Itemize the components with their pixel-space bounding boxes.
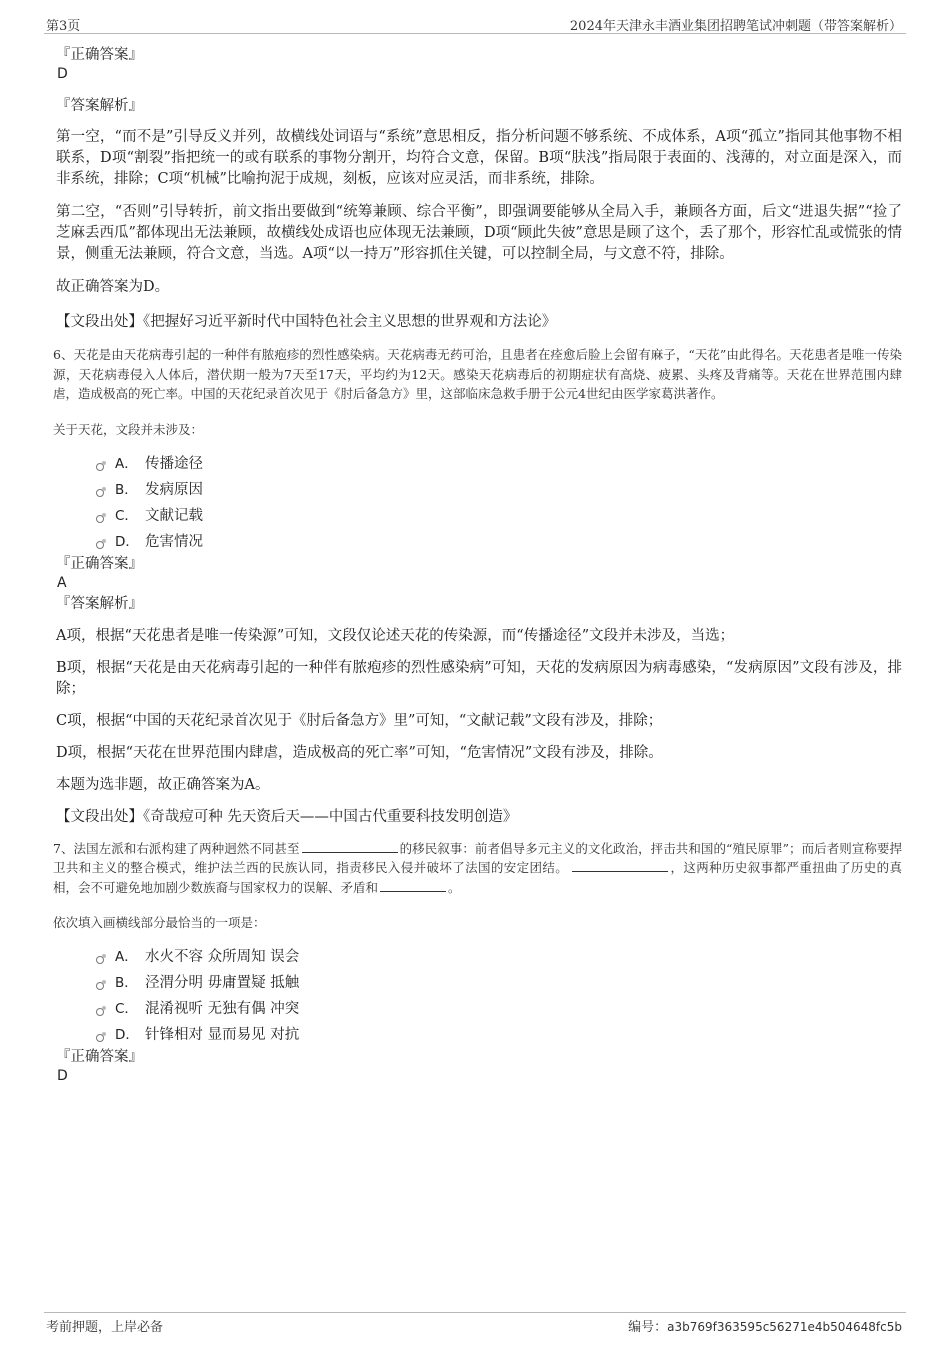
radio-icon[interactable] <box>96 956 104 964</box>
option-c[interactable]: C． 文献记载 <box>96 503 902 529</box>
answer-label: 『正确答案』 <box>56 47 143 63</box>
radio-icon[interactable] <box>96 1008 104 1016</box>
option-b[interactable]: B． 发病原因 <box>96 477 902 503</box>
blank-line <box>302 839 398 853</box>
blank-line <box>380 878 446 892</box>
footer-slogan: 考前押题，上岸必备 <box>46 1320 164 1335</box>
answer-value: A <box>57 574 67 591</box>
document-code: 编号：a3b769f363595c56271e4b504648fc5b <box>628 1320 902 1335</box>
analysis-conclusion: 本题为选非题，故正确答案为A。 <box>56 776 270 793</box>
radio-icon[interactable] <box>96 489 104 497</box>
page-header <box>44 15 906 34</box>
option-list <box>56 944 902 1048</box>
radio-icon[interactable] <box>96 515 104 523</box>
analysis-paragraph: A项，根据“天花患者是唯一传染源”可知，文段仅论述天花的传染源，而“传播途径”文段并未涉及，当选； <box>56 627 735 644</box>
answer-value: D <box>57 66 68 82</box>
analysis-label: 『答案解析』 <box>56 595 143 612</box>
option-d[interactable]: D． 危害情况 <box>96 529 902 555</box>
page-content <box>53 46 902 1085</box>
answer-label: 『正确答案』 <box>56 555 143 572</box>
analysis-conclusion: 故正确答案为D。 <box>56 279 170 295</box>
option-a[interactable]: A． 水火不容 众所周知 误会 <box>96 944 902 970</box>
source-citation: 【文段出处】《奇哉痘可种 先天资后天——中国古代重要科技发明创造》 <box>56 808 518 825</box>
analysis-paragraph: 第一空，“而不是”引导反义并列，故横线处词语与“系统”意思相反，指分析问题不够系统、不成体系，A项“孤立”指同其他事物不相联系，D项“割裂”指把统一的或有联系的事物分割开，均符合文意，保留。B项“肤浅”指局限于表面的、浅薄的，对立面是深入，而非系统，排除；C项“机械”比喻拘泥于成规，刻板，应该对应灵活，而非系统，排除。 <box>56 129 902 187</box>
question-stem: 7、法国左派和右派构建了两种迥然不同甚至 的移民叙事：前者倡导多元主义的文化政治，抨击共和国的“殖民原罪”；而后者则宣称要捍卫共和主义的整合模式，维护法兰西的民族认同，指责移民入侵并破坏了法国的安定团结。 ，这两种历史叙事都严重扭曲了历史的真相，会不可避免地加剧少数族裔与国家权力的误解、矛盾和 。 <box>53 840 902 895</box>
option-b[interactable]: B． 泾渭分明 毋庸置疑 抵触 <box>96 970 902 996</box>
source-citation: 【文段出处】《把握好习近平新时代中国特色社会主义思想的世界观和方法论》 <box>56 314 557 330</box>
radio-icon[interactable] <box>96 463 104 471</box>
blank-line <box>572 858 668 872</box>
analysis-paragraph: D项，根据“天花在世界范围内肆虐，造成极高的死亡率”可知，“危害情况”文段有涉及，排除。 <box>56 744 663 761</box>
answer-value: D <box>57 1068 68 1084</box>
page-number: 第3页 <box>46 19 81 34</box>
radio-icon[interactable] <box>96 541 104 549</box>
analysis-paragraph: C项，根据“中国的天花纪录首次见于《肘后备急方》里”可知，“文献记载”文段有涉及，排除； <box>56 712 663 729</box>
question-prompt: 依次填入画横线部分最恰当的一项是： <box>53 915 266 930</box>
option-list <box>56 451 902 555</box>
question-prompt: 关于天花，文段并未涉及： <box>53 421 204 437</box>
document-title: 2024年天津永丰酒业集团招聘笔试冲刺题（带答案解析） <box>569 19 902 34</box>
option-c[interactable]: C． 混淆视听 无独有偶 冲突 <box>96 996 902 1022</box>
question-stem: 6、天花是由天花病毒引起的一种伴有脓疱疹的烈性感染病。天花病毒无药可治，且患者在痊愈后脸上会留有麻子，“天花”由此得名。天花患者是唯一传染源，天花病毒侵入人体后，潜伏期一般为7天至17天，平均约为12天。感染天花病毒后的初期症状有高烧、疲累、头疼及背痛等。天花在世界范围内肆虐，造成极高的死亡率。中国的天花纪录首次见于《肘后备急方》里，这部临床急救手册于公元4世纪由医学家葛洪著作。 <box>53 347 902 401</box>
option-d[interactable]: D． 针锋相对 显而易见 对抗 <box>96 1022 902 1048</box>
analysis-label: 『答案解析』 <box>56 98 143 114</box>
analysis-paragraph: 第二空，“否则”引导转折，前文指出要做到“统筹兼顾、综合平衡”，即强调要能够从全局入手，兼顾各方面，后文“进退失据”“捡了芝麻丢西瓜”都体现出无法兼顾，故横线处成语也应体现无法兼顾，D项“顾此失彼”意思是顾了这个，丢了那个，形容忙乱或慌张的情景，侧重无法兼顾，符合文意，当选。A项“以一持万”形容抓住关键，可以控制全局，与文意不符，排除。 <box>56 204 902 262</box>
option-a[interactable]: A． 传播途径 <box>96 451 902 477</box>
page-footer <box>44 1312 906 1333</box>
analysis-paragraph: B项，根据“天花是由天花病毒引起的一种伴有脓疱疹的烈性感染病”可知，天花的发病原因为病毒感染，“发病原因”文段有涉及，排除； <box>56 659 902 697</box>
radio-icon[interactable] <box>96 1034 104 1042</box>
radio-icon[interactable] <box>96 982 104 990</box>
answer-label: 『正确答案』 <box>56 1049 143 1065</box>
